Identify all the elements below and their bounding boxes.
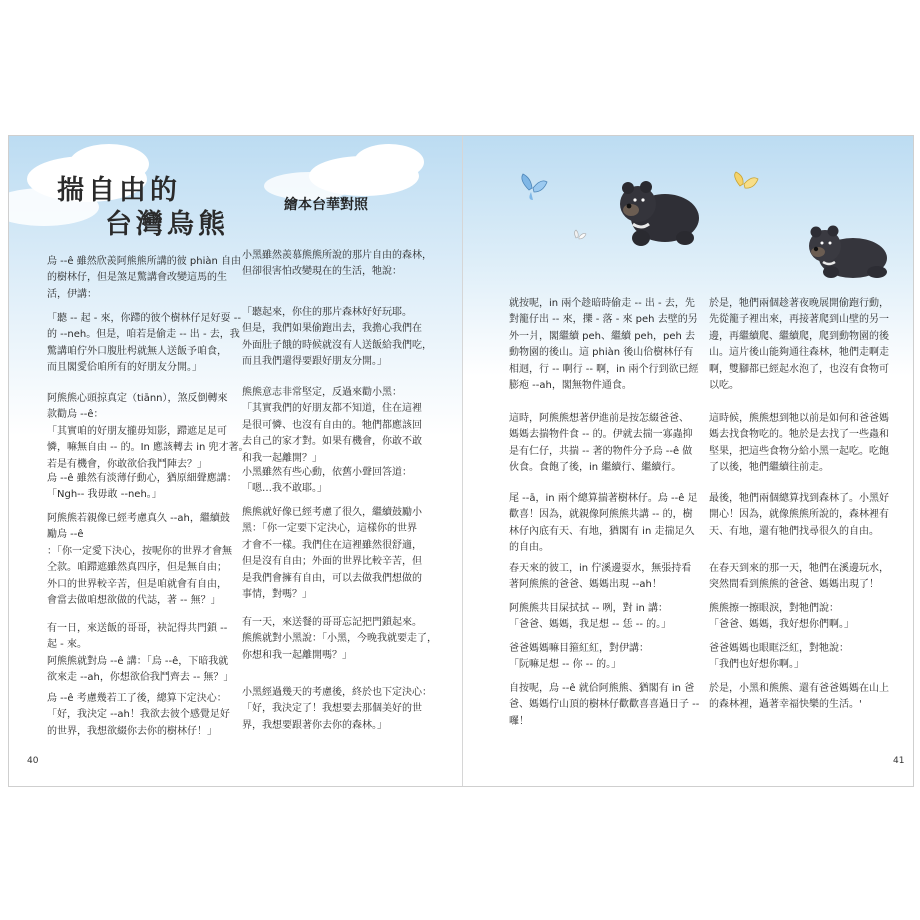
text-line: 起 - 來。 bbox=[47, 639, 87, 651]
text-line: 界，我想要跟著你去你的森林。」 bbox=[242, 719, 387, 731]
text-line: 熊熊就好像已經考慮了很久，繼續鼓勵小 bbox=[242, 507, 422, 518]
bear-icon bbox=[809, 226, 887, 279]
butterfly-icon bbox=[575, 230, 587, 239]
text-line: 「嗯…我不敢耶。」 bbox=[242, 483, 327, 495]
book-spread bbox=[8, 135, 914, 787]
text-line: 「聽 -- 起 - 來，你蹛的彼个樹林仔足好耍 -- bbox=[47, 313, 241, 324]
paragraph bbox=[242, 505, 442, 603]
text-line: 「其實咱的好朋友攏毋知影，蹛遮足足可 bbox=[47, 425, 227, 437]
paragraph bbox=[509, 601, 709, 634]
text-line: 事情，對嗎？」 bbox=[242, 589, 312, 601]
paragraph bbox=[47, 254, 247, 303]
text-line: 於是，牠們兩個趁著夜晚展開偷跑行動， bbox=[709, 298, 889, 309]
text-line: 最後，牠們兩個總算找到森林了。小黑好 bbox=[709, 493, 889, 504]
text-line: 膨疱 --ah，閣無物件通食。 bbox=[509, 380, 632, 392]
paragraph bbox=[509, 561, 709, 594]
paragraph bbox=[242, 615, 442, 664]
text-line: 在春天到來的那一天，牠們在溪邊玩水， bbox=[709, 563, 889, 574]
book-title bbox=[57, 174, 229, 242]
text-line: 有一日，來送飯的哥哥，袂記得共門鎖 -- bbox=[47, 623, 228, 634]
paragraph bbox=[509, 491, 709, 557]
text-line: 「其實我們的好朋友都不知道，住在這裡 bbox=[242, 403, 422, 415]
text-line: 春天來的彼工，in 佇溪邊耍水，無張持看 bbox=[509, 563, 692, 574]
text-line: 但卻很害怕改變現在的生活，牠說： bbox=[242, 266, 402, 278]
text-line: 外口的世界較辛苦，但是咱就會有自由， bbox=[47, 578, 227, 590]
title-line-2: 台灣烏熊 bbox=[105, 209, 229, 240]
left-page bbox=[9, 136, 462, 786]
text-line: 是我們會擁有自由，可以去做我們想做的 bbox=[242, 572, 422, 584]
text-line: 先從籠子裡出來，再接著爬到山壁的另一 bbox=[709, 314, 889, 326]
text-line: 仝款。咱蹛遮雖然真四序，但是無自由； bbox=[47, 562, 227, 574]
text-line: 的自由。 bbox=[509, 542, 549, 554]
paragraph bbox=[47, 621, 247, 687]
paragraph bbox=[242, 385, 442, 467]
subtitle: 繪本台華對照 bbox=[284, 197, 368, 213]
text-line: 烏 --ê 雖然欣羨阿熊熊所講的彼 phiàn 自由 bbox=[47, 256, 242, 267]
paragraph bbox=[242, 465, 442, 498]
text-line: 爸爸媽媽也眼眶泛紅，對牠說： bbox=[709, 643, 849, 654]
text-line: 著阿熊熊的爸爸、媽媽出現 --ah！ bbox=[509, 579, 662, 591]
text-line: 堅果，把這些食物分給小黑一起吃。吃飽 bbox=[709, 445, 889, 457]
text-line: 啊，雙腳都已經起水泡了，也沒有食物可 bbox=[709, 363, 889, 375]
text-line: 熊熊意志非常堅定，反過來勸小黑： bbox=[242, 387, 402, 398]
text-line: 爸爸媽媽嘛目箍紅紅，對伊講： bbox=[509, 643, 649, 654]
text-line: 山。這片後山能夠通往森林，牠們走啊走 bbox=[709, 347, 889, 359]
text-line: 是很可憐、也沒有自由的。牠們都應該回 bbox=[242, 419, 422, 431]
title-line-1: 揣自由的 bbox=[57, 175, 181, 206]
text-line: 以吃。 bbox=[709, 380, 739, 392]
paragraph bbox=[709, 641, 899, 674]
text-line: 對籠仔出 -- 來，擽 - 落 - 來 peh 去壁的另 bbox=[509, 314, 698, 326]
text-line: 「阮嘛足想 -- 你 -- 的。」 bbox=[509, 659, 622, 671]
paragraph bbox=[47, 311, 247, 377]
paragraph bbox=[709, 491, 899, 540]
paragraph bbox=[47, 391, 247, 473]
butterfly-icon bbox=[522, 174, 547, 200]
text-line: 驚講咱佇外口腹肚枵就無人送飯予咱食， bbox=[47, 345, 227, 357]
text-line: 的世界，我想欲綴你去你的樹林仔！」 bbox=[47, 725, 217, 737]
text-line: 烏 --ê 考慮幾若工了後，總算下定決心： bbox=[47, 693, 227, 704]
text-line: 動物園的後山。這 phiàn 後山佮樹林仔有 bbox=[509, 347, 694, 359]
paragraph bbox=[709, 411, 899, 477]
text-line: 小黑雖然羨慕熊熊所說的那片自由的森林， bbox=[242, 250, 432, 261]
paragraph bbox=[47, 511, 247, 609]
text-line: 「好，我決定 --ah！我欲去彼个感覺足好 bbox=[47, 709, 230, 721]
text-line: 黑：「你一定要下定決心，這樣你的世界 bbox=[242, 523, 417, 535]
paragraph bbox=[242, 248, 442, 281]
right-page bbox=[463, 136, 913, 786]
text-line: 烏 --ê 雖然有淡薄仔動心，猶原細聲應講： bbox=[47, 473, 237, 484]
text-line: 勵烏 --ê bbox=[47, 529, 84, 541]
bear-illustration bbox=[513, 166, 913, 281]
text-line: 的森林裡，過著幸福快樂的生活。' bbox=[709, 699, 862, 711]
paragraph bbox=[709, 296, 899, 394]
text-line: 林仔內底有天、有地，猶閣有 in 走揣足久 bbox=[509, 525, 695, 537]
text-line: 「聽起來，你住的那片森林好好玩耶。 bbox=[242, 307, 412, 318]
text-line: 「Ngh-- 我毋敢 --neh。」 bbox=[47, 489, 162, 501]
page-number: 40 bbox=[27, 756, 39, 766]
text-line: 若是有機會，你敢欲佮我鬥陣去？」 bbox=[47, 458, 207, 470]
text-line: 突然間看到熊熊的爸爸、媽媽出現了！ bbox=[709, 579, 879, 591]
text-line: 的 --neh。但是，咱若是偷走 -- 出 - 去，我 bbox=[47, 329, 240, 341]
paragraph bbox=[47, 691, 247, 740]
text-line: 自按呢，烏 --ê 就佮阿熊熊、猶閣有 in 爸 bbox=[509, 683, 695, 694]
paragraph bbox=[709, 561, 899, 594]
text-line: 邊，再繼續爬、繼續爬，爬到動物園的後 bbox=[709, 330, 889, 342]
cloud bbox=[354, 144, 424, 180]
text-line: 媽去找食物吃的。牠於是去找了一些蟲和 bbox=[709, 429, 889, 441]
text-line: 了以後，牠們繼續往前走。 bbox=[709, 462, 829, 474]
text-line: 是有仁仔，共揣 -- 著的物件分予烏 --ê 做 bbox=[509, 445, 693, 457]
page-number: 41 bbox=[893, 756, 905, 766]
text-line: 伙食。食飽了後，in 繼續行、繼續行。 bbox=[509, 462, 682, 474]
text-line: 活，伊講： bbox=[47, 288, 97, 300]
text-line: 媽媽去揣物件食 -- 的。伊就去揣一寡蟲抑 bbox=[509, 429, 693, 441]
text-line: 尾 --ā，in 兩个總算揣著樹林仔。烏 --ê 足 bbox=[509, 493, 698, 504]
text-line: 囉！ bbox=[509, 715, 529, 727]
text-line: 小黑雖然有些心動，依舊小聲回答道： bbox=[242, 467, 412, 478]
text-line: 「好，我決定了！我想要去那個美好的世 bbox=[242, 703, 422, 715]
paragraph bbox=[509, 411, 709, 477]
text-line: 而且閣愛佮咱所有的好朋友分開。」 bbox=[47, 362, 202, 374]
text-line: 會當去做咱想欲做的代誌，著 -- 無？」 bbox=[47, 595, 221, 607]
text-line: 天、有地，還有牠們找尋很久的自由。 bbox=[709, 525, 879, 537]
text-line: 熊熊擦一擦眼淚，對牠們說： bbox=[709, 603, 839, 614]
text-line: 和我一起離開？」 bbox=[242, 452, 322, 464]
text-line: 爸、媽媽佇山頂的樹林仔歡歡喜喜過日子 -- bbox=[509, 699, 700, 711]
text-line: 但是沒有自由；外面的世界比較辛苦，但 bbox=[242, 556, 422, 568]
paragraph bbox=[709, 681, 899, 714]
text-line: 歡喜！因為，就親像阿熊熊共講 -- 的，樹 bbox=[509, 509, 693, 521]
text-line: 開心！因為，就像熊熊所說的，森林裡有 bbox=[709, 509, 889, 521]
butterfly-icon bbox=[735, 172, 758, 188]
paragraph bbox=[509, 681, 709, 730]
paragraph bbox=[242, 305, 442, 371]
text-line: 「我們也好想你啊。」 bbox=[709, 659, 804, 671]
text-line: 相迵，行 -- 啊行 -- 啊，in 兩个行到欲已經 bbox=[509, 363, 699, 375]
text-line: 外面肚子餓的時候就沒有人送飯給我們吃， bbox=[242, 339, 432, 351]
text-line: 就按呢，in 兩个趁暗時偷走 -- 出 - 去，先 bbox=[509, 298, 695, 309]
paragraph bbox=[709, 601, 899, 634]
text-line: 阿熊熊就對烏 --ê 講：「烏 --ê，下暗我就 bbox=[47, 655, 229, 667]
text-line: 你想和我一起離開嗎？」 bbox=[242, 649, 352, 661]
text-line: 阿熊熊若親像已經考慮真久 --ah，繼續鼓 bbox=[47, 513, 230, 524]
text-line: 「爸爸、媽媽，我好想你們啊。」 bbox=[709, 619, 854, 631]
text-line: 於是，小黑和熊熊、還有爸爸媽媽在山上 bbox=[709, 683, 889, 694]
text-line: 外一爿，閣繼續 peh、繼續 peh，peh 去 bbox=[509, 330, 696, 342]
text-line: 有一天，來送餐的哥哥忘記把門鎖起來。 bbox=[242, 617, 422, 628]
text-line: 而且我們還得要跟好朋友分開。」 bbox=[242, 356, 387, 368]
text-line: 才會不一樣。我們住在這裡雖然很舒適， bbox=[242, 539, 422, 551]
text-line: 這時候，熊熊想到牠以前是如何和爸爸媽 bbox=[709, 413, 889, 424]
paragraph bbox=[509, 296, 709, 394]
text-line: 「爸爸、媽媽，我足想 -- 恁 -- 的。」 bbox=[509, 619, 672, 631]
text-line: 阿熊熊共目屎拭拭 -- 咧，對 in 講： bbox=[509, 603, 669, 614]
text-line: 阿熊熊心頭掠真定（tiānn），煞反倒轉來 bbox=[47, 393, 228, 404]
text-line: 熊熊就對小黑說：「小黑，今晚我就要走了， bbox=[242, 633, 437, 645]
bear-icon bbox=[620, 181, 699, 246]
text-line: 但是，我們如果偷跑出去，我擔心我們在 bbox=[242, 323, 422, 335]
paragraph bbox=[47, 471, 247, 504]
text-line: ：「你一定愛下決心，按呢你的世界才會無 bbox=[47, 545, 232, 557]
text-line: 小黑經過幾天的考慮後，終於也下定決心： bbox=[242, 687, 432, 698]
paragraph bbox=[509, 641, 709, 674]
text-line: 欲來走 --ah，你想欲佮我鬥齊去 -- 無？」 bbox=[47, 672, 234, 684]
text-line: 款勸烏 --ê： bbox=[47, 409, 104, 421]
paragraph bbox=[242, 685, 442, 734]
text-line: 憐，嘛無自由 -- 的。In 應該轉去 in 兜才著。 bbox=[47, 442, 249, 454]
text-line: 的樹林仔，但是煞足驚講會改變這馬的生 bbox=[47, 272, 227, 284]
text-line: 這時，阿熊熊想著伊進前是按怎綴爸爸、 bbox=[509, 413, 689, 424]
text-line: 去自己的家才對。如果有機會，你敢不敢 bbox=[242, 436, 422, 448]
